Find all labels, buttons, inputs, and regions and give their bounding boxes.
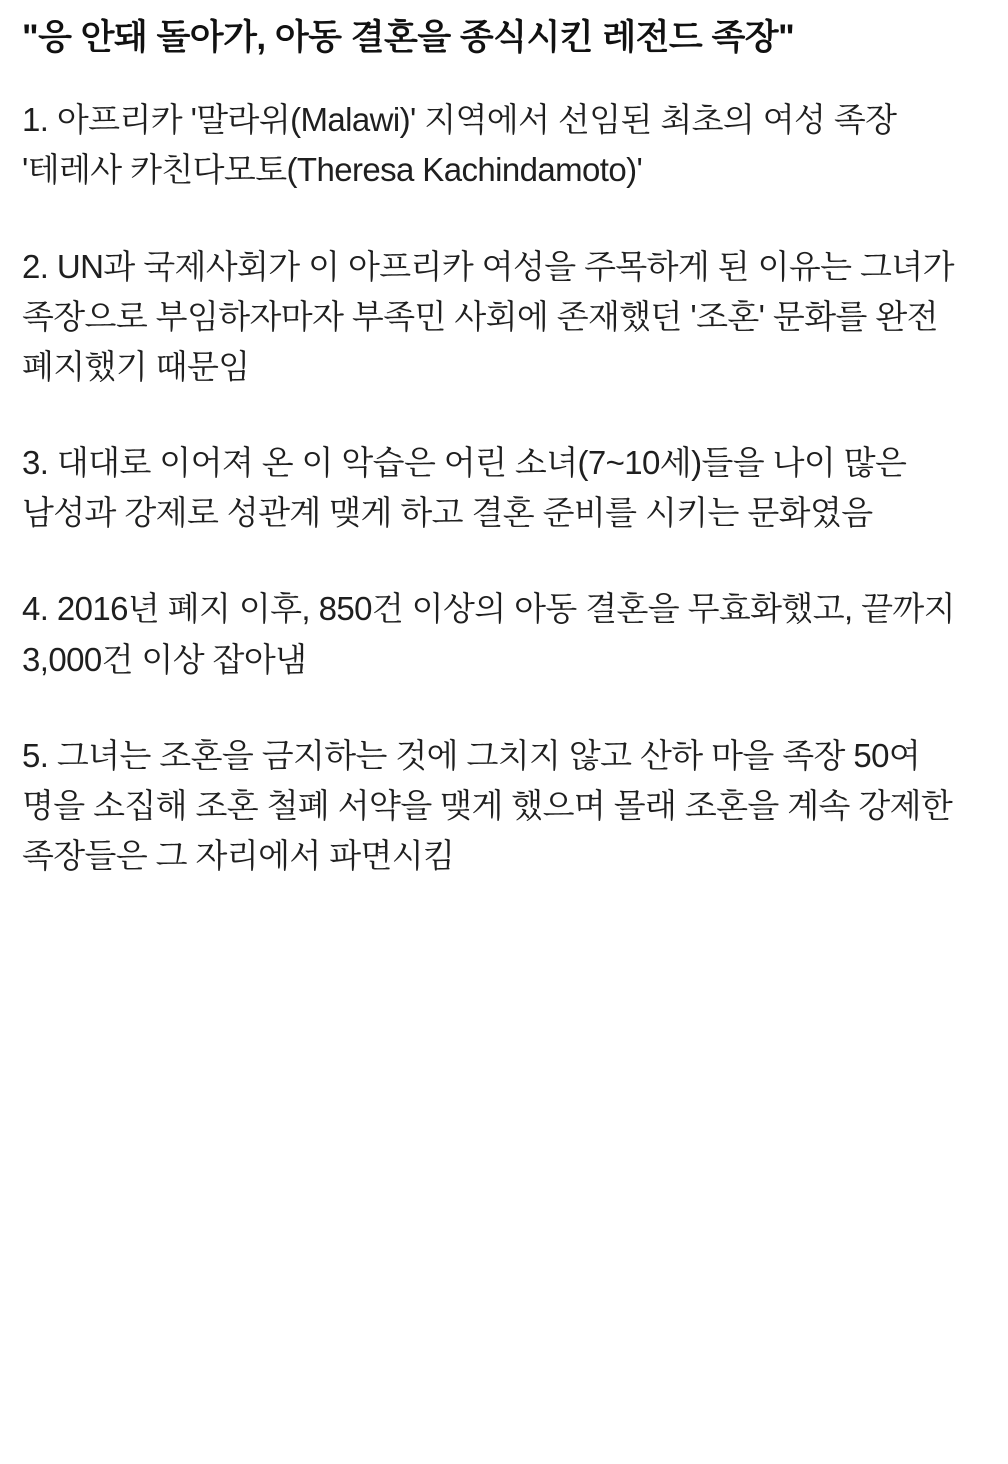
paragraph-item: 2. UN과 국제사회가 이 아프리카 여성을 주목하게 된 이유는 그녀가 족장으로 부임하자마자 부족민 사회에 존재했던 '조혼' 문화를 완전 폐지했기 때문임 (22, 247, 954, 385)
paragraph-item: 4. 2016년 폐지 이후, 850건 이상의 아동 결혼을 무효화했고, 끝까지 3,000건 이상 잡아냄 (22, 590, 955, 678)
paragraph-item: 5. 그녀는 조혼을 금지하는 것에 그치지 않고 산하 마을 족장 50여 명을 소집해 조혼 철폐 서약을 맺게 했으며 몰래 조혼을 계속 강제한 족장들은 그 자리에서 파면시킴 (22, 736, 953, 874)
paragraph-item: 1. 아프리카 '말라위(Malawi)' 지역에서 선임된 최초의 여성 족장 '테레사 카친다모토(Theresa Kachindamoto)' (22, 101, 897, 189)
page-title: "응 안돼 돌아가, 아동 결혼을 종식시킨 레전드 족장" (22, 18, 795, 57)
paragraph-item: 3. 대대로 이어져 온 이 악습은 어린 소녀(7~10세)들을 나이 많은 남성과 강제로 성관계 맺게 하고 결혼 준비를 시키는 문화였음 (22, 444, 907, 532)
